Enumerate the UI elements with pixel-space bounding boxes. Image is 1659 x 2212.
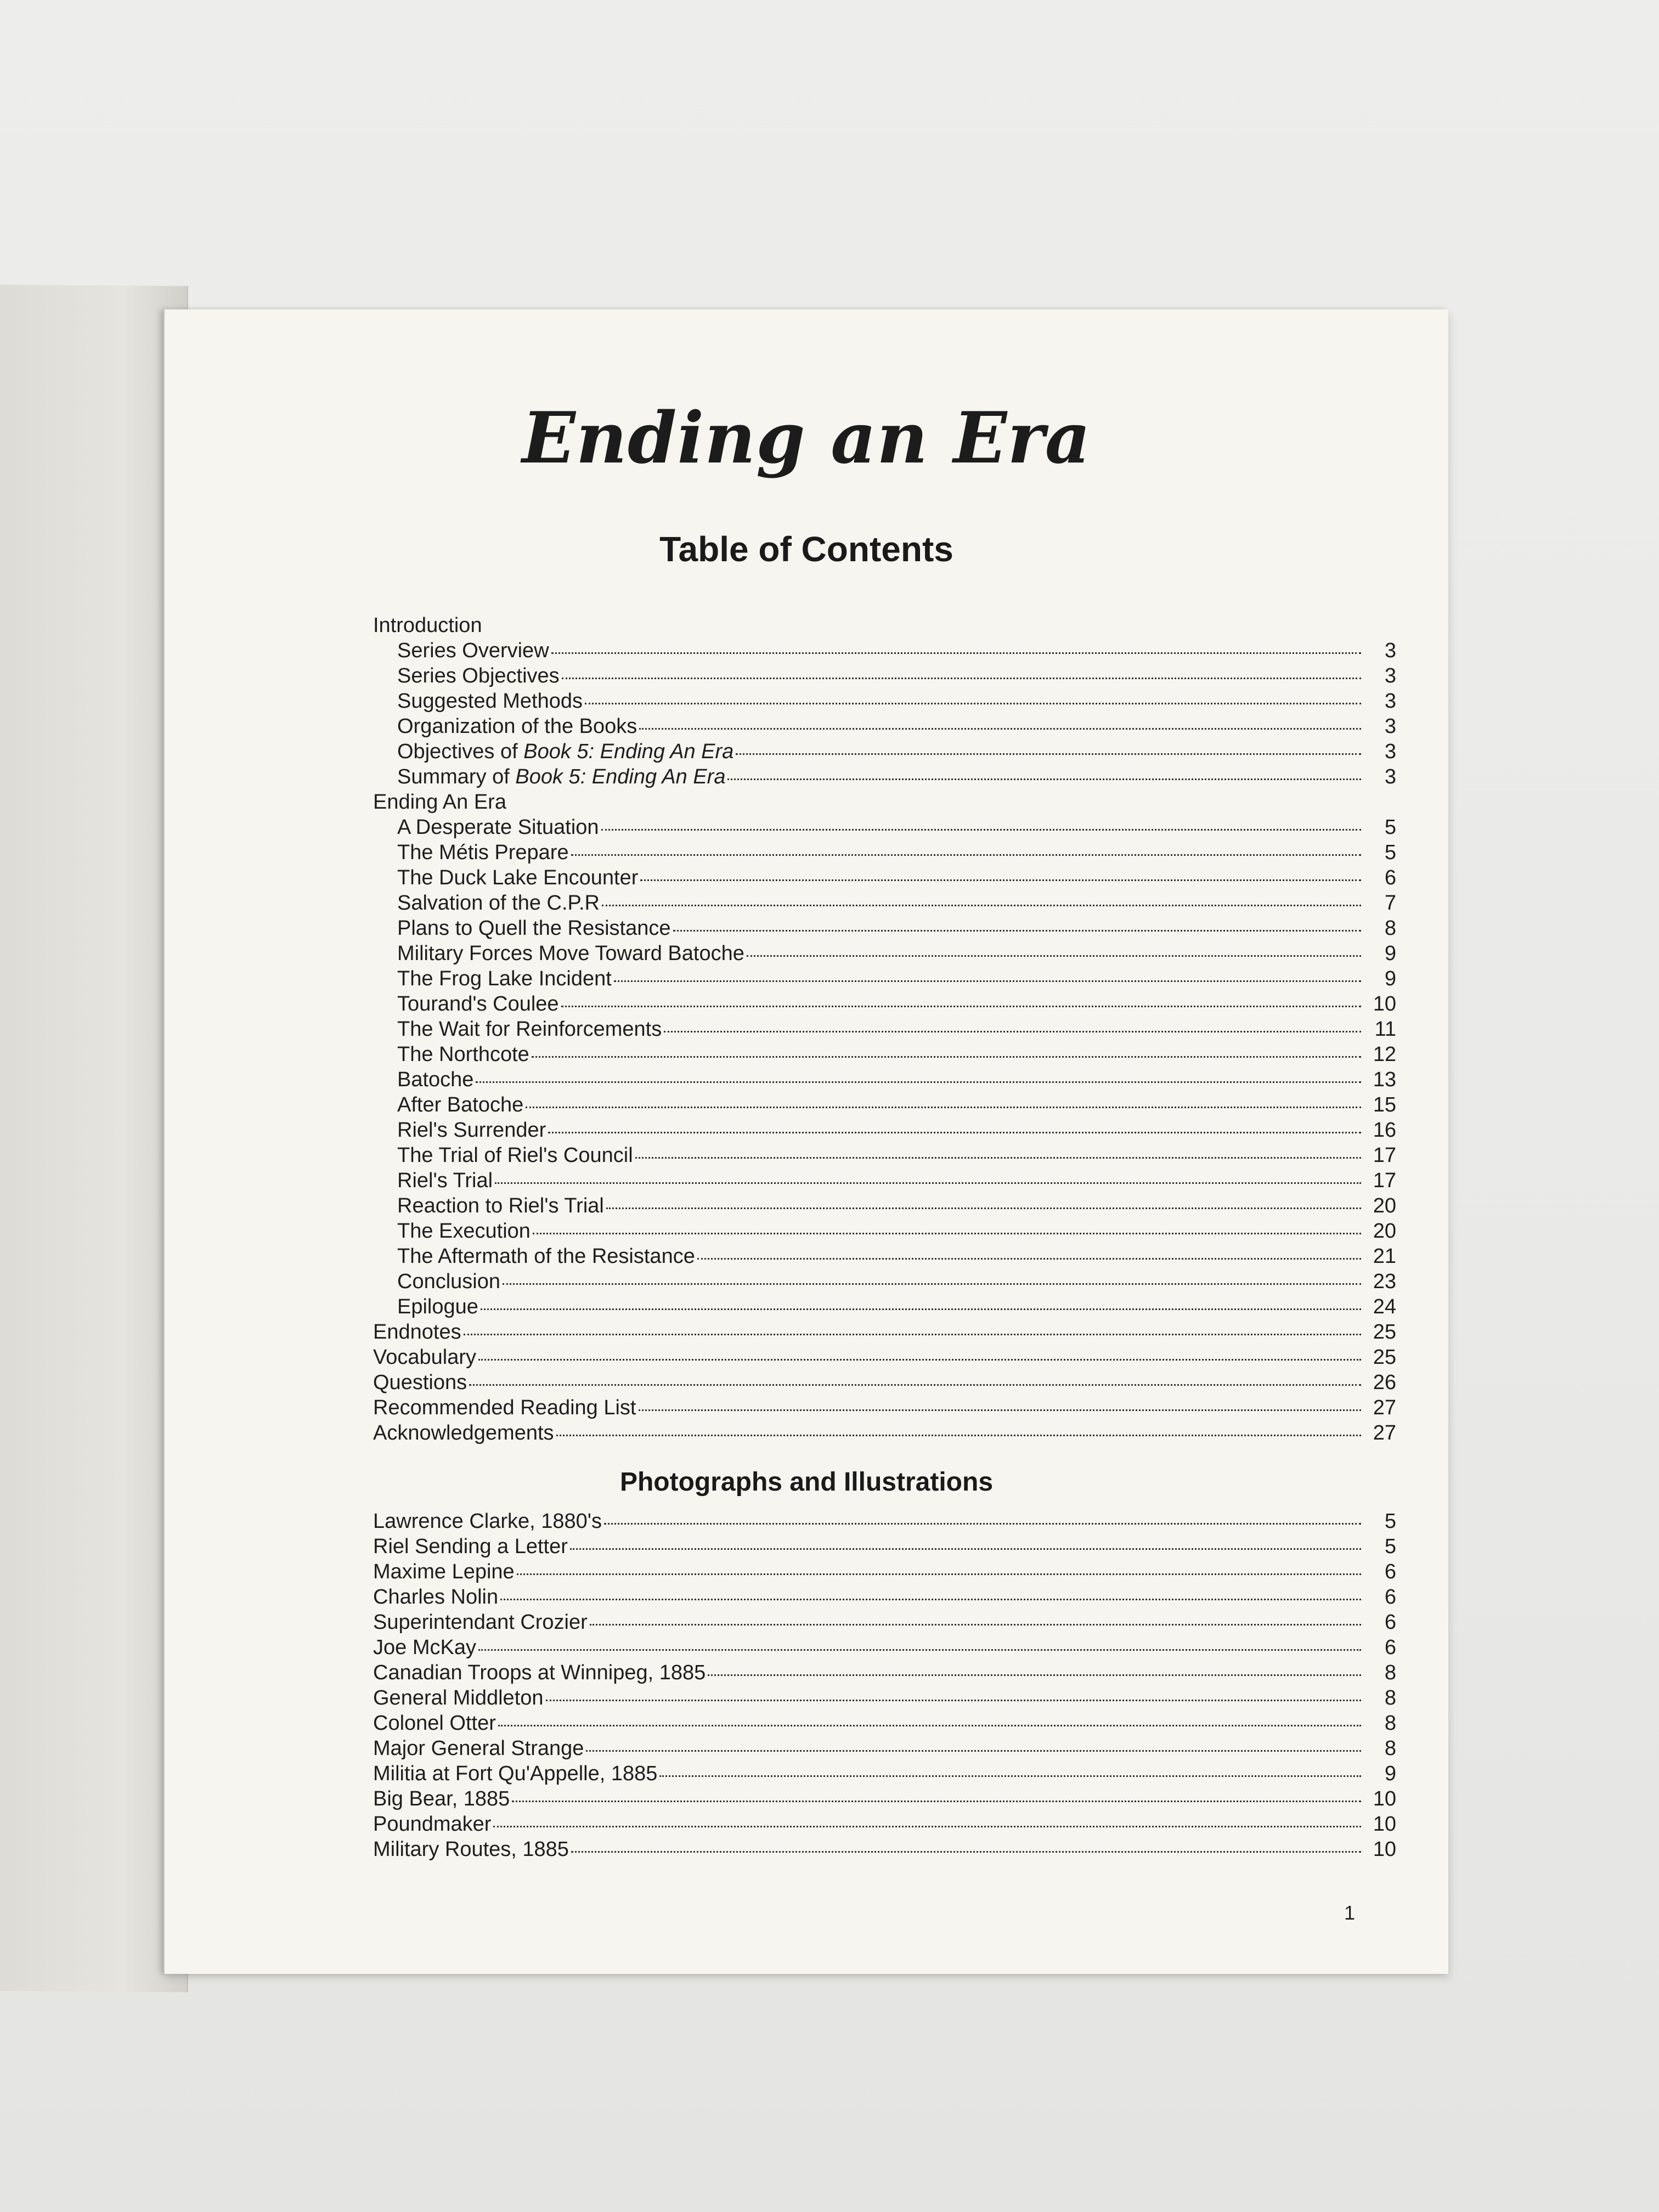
page-number: 1 bbox=[1344, 1901, 1355, 1924]
dot-leader bbox=[495, 1182, 1361, 1184]
dot-leader bbox=[640, 879, 1361, 881]
toc-entry-label: General Middleton bbox=[373, 1686, 544, 1709]
toc-entry-page: 8 bbox=[1384, 1686, 1396, 1709]
toc-entry bbox=[373, 1068, 1396, 1093]
dot-leader bbox=[493, 1825, 1361, 1827]
toc-entry-label: Joe McKay bbox=[373, 1636, 476, 1659]
toc-entry-label-prefix: Summary of bbox=[397, 765, 516, 788]
toc-entry-page: 13 bbox=[1373, 1068, 1396, 1091]
toc-entry bbox=[373, 917, 1396, 942]
dot-leader bbox=[697, 1257, 1361, 1260]
toc-entry-label: The Métis Prepare bbox=[397, 841, 569, 864]
dot-leader bbox=[561, 1005, 1361, 1007]
toc-entry bbox=[373, 1585, 1396, 1611]
dot-leader bbox=[469, 1384, 1361, 1386]
toc-entry-label-italic: Book 5: Ending An Era bbox=[523, 740, 734, 763]
toc-entry-label: Reaction to Riel's Trial bbox=[397, 1194, 604, 1217]
toc-entry-page: 6 bbox=[1384, 866, 1396, 889]
toc-entry-label: Riel's Surrender bbox=[397, 1119, 546, 1142]
toc-entry bbox=[373, 1686, 1396, 1712]
toc-entry bbox=[373, 891, 1396, 917]
toc-entry-label: Suggested Methods bbox=[397, 690, 583, 713]
dot-leader bbox=[512, 1800, 1361, 1802]
toc-entry-page: 5 bbox=[1384, 816, 1396, 839]
toc-entry bbox=[373, 1636, 1396, 1661]
dot-leader bbox=[614, 980, 1361, 982]
toc-entry bbox=[373, 1611, 1396, 1636]
toc-entry bbox=[373, 765, 1396, 791]
toc-entry bbox=[373, 841, 1396, 866]
toc-entry-page: 3 bbox=[1384, 715, 1396, 738]
toc-entry-page: 20 bbox=[1373, 1220, 1396, 1243]
book-title: Ending an Era bbox=[522, 397, 1091, 479]
toc-entry-label bbox=[397, 765, 725, 789]
toc-entry-label: Plans to Quell the Resistance bbox=[397, 917, 671, 940]
dot-leader bbox=[476, 1081, 1361, 1083]
toc-entry-label: Series Objectives bbox=[397, 664, 560, 687]
toc-entry-page: 15 bbox=[1373, 1093, 1396, 1116]
toc-entry-label: Conclusion bbox=[397, 1270, 500, 1293]
toc-entry-label: After Batoche bbox=[397, 1093, 524, 1116]
toc-entry bbox=[373, 1220, 1396, 1245]
toc-entry bbox=[373, 740, 1396, 765]
toc-entry-label: Major General Strange bbox=[373, 1737, 584, 1760]
toc-entry-page: 3 bbox=[1384, 740, 1396, 763]
toc-entry-page: 3 bbox=[1384, 664, 1396, 687]
dot-leader bbox=[659, 1775, 1361, 1777]
toc-entry-label: Acknowledgements bbox=[373, 1421, 554, 1444]
toc-entry bbox=[373, 1535, 1396, 1560]
dot-leader bbox=[562, 677, 1361, 679]
toc-entry bbox=[373, 1169, 1396, 1194]
toc-entry-page: 6 bbox=[1384, 1585, 1396, 1609]
toc-entry-page: 27 bbox=[1373, 1421, 1396, 1444]
dot-leader bbox=[727, 778, 1361, 780]
toc-entry-page: 20 bbox=[1373, 1194, 1396, 1217]
toc-entry-label: Riel's Trial bbox=[397, 1169, 493, 1192]
toc-heading: Table of Contents bbox=[659, 529, 953, 569]
toc-entry-label: The Trial of Riel's Council bbox=[397, 1144, 633, 1167]
toc-entry-label-prefix: Objectives of bbox=[397, 740, 524, 763]
toc-entry-page: 10 bbox=[1373, 992, 1396, 1015]
toc-entry-page: 16 bbox=[1373, 1119, 1396, 1142]
dot-leader bbox=[639, 727, 1361, 730]
dot-leader bbox=[498, 1724, 1361, 1726]
toc-entry bbox=[373, 1560, 1396, 1585]
toc-entry-page: 24 bbox=[1373, 1295, 1396, 1318]
toc-entry bbox=[373, 1119, 1396, 1144]
dot-leader bbox=[602, 904, 1361, 906]
toc-entry-label-italic: Book 5: Ending An Era bbox=[515, 765, 726, 788]
toc-entry-label: Vocabulary bbox=[373, 1346, 477, 1369]
toc-entry bbox=[373, 1144, 1396, 1169]
dot-leader bbox=[571, 854, 1361, 856]
dot-leader bbox=[664, 1030, 1361, 1032]
toc-entry-page: 21 bbox=[1373, 1245, 1396, 1268]
toc-section-title: Ending An Era bbox=[373, 791, 506, 814]
dot-leader bbox=[673, 929, 1362, 932]
toc-entry-label: Questions bbox=[373, 1371, 467, 1394]
dot-leader bbox=[532, 1056, 1361, 1058]
toc-entry-page: 8 bbox=[1384, 1661, 1396, 1684]
toc-entry-page: 3 bbox=[1384, 639, 1396, 662]
dot-leader bbox=[464, 1333, 1361, 1335]
toc-entry-page: 25 bbox=[1373, 1321, 1396, 1344]
toc-entry bbox=[373, 1510, 1396, 1535]
toc-entry bbox=[373, 1321, 1396, 1346]
toc-entry-label: Endnotes bbox=[373, 1321, 461, 1344]
dot-leader bbox=[526, 1106, 1361, 1108]
toc-entry-page: 5 bbox=[1384, 1510, 1396, 1533]
toc-section-title: Introduction bbox=[373, 614, 482, 637]
left-page-edge bbox=[0, 285, 188, 1993]
toc-entry-page: 6 bbox=[1384, 1611, 1396, 1634]
toc-entry-page: 11 bbox=[1374, 1018, 1396, 1041]
dot-leader bbox=[635, 1156, 1361, 1159]
toc-entry-label: Recommended Reading List bbox=[373, 1396, 636, 1419]
toc-entry-label: The Execution bbox=[397, 1220, 531, 1243]
toc-entry-label: Superintendant Crozier bbox=[373, 1611, 588, 1634]
dot-leader bbox=[601, 828, 1361, 831]
photos-list bbox=[373, 1510, 1396, 1863]
toc-entry bbox=[373, 816, 1396, 841]
toc-entry-label: Maxime Lepine bbox=[373, 1560, 515, 1583]
dot-leader bbox=[481, 1308, 1361, 1310]
toc-entry bbox=[373, 1018, 1396, 1043]
table-of-contents bbox=[373, 614, 1396, 1447]
dot-leader bbox=[604, 1522, 1361, 1525]
toc-entry-label: The Frog Lake Incident bbox=[397, 967, 612, 990]
toc-entry-label: Organization of the Books bbox=[397, 715, 637, 738]
toc-entry bbox=[373, 639, 1396, 664]
toc-entry-page: 23 bbox=[1373, 1270, 1396, 1293]
toc-entry bbox=[373, 1371, 1396, 1396]
toc-entry bbox=[373, 1093, 1396, 1119]
toc-entry bbox=[373, 1245, 1396, 1270]
dot-leader bbox=[556, 1434, 1361, 1436]
toc-entry-label bbox=[397, 740, 733, 764]
toc-entry-label: A Desperate Situation bbox=[397, 816, 599, 839]
toc-entry-label: The Wait for Reinforcements bbox=[397, 1018, 662, 1041]
dot-leader bbox=[533, 1232, 1361, 1234]
dot-leader bbox=[606, 1207, 1361, 1209]
dot-leader bbox=[590, 1623, 1361, 1626]
dot-leader bbox=[503, 1283, 1361, 1285]
toc-entry-label: Poundmaker bbox=[373, 1813, 492, 1836]
dot-leader bbox=[736, 753, 1361, 755]
toc-entry-page: 6 bbox=[1384, 1560, 1396, 1583]
toc-entry-label: Big Bear, 1885 bbox=[373, 1787, 510, 1810]
toc-entry bbox=[373, 942, 1396, 967]
toc-entry bbox=[373, 1712, 1396, 1737]
toc-entry-page: 3 bbox=[1384, 690, 1396, 713]
toc-entry-page: 3 bbox=[1384, 765, 1396, 788]
dot-leader bbox=[570, 1548, 1361, 1550]
toc-entry-page: 10 bbox=[1373, 1787, 1396, 1810]
toc-entry bbox=[373, 1661, 1396, 1686]
toc-entry bbox=[373, 1194, 1396, 1220]
toc-entry-label: The Northcote bbox=[397, 1043, 529, 1066]
toc-entry bbox=[373, 1396, 1396, 1421]
toc-entry-page: 12 bbox=[1373, 1043, 1396, 1066]
toc-entry bbox=[373, 866, 1396, 891]
dot-leader bbox=[571, 1850, 1361, 1853]
toc-entry-label: Batoche bbox=[397, 1068, 474, 1091]
dot-leader bbox=[517, 1573, 1361, 1575]
toc-entry bbox=[373, 1270, 1396, 1295]
toc-entry-label: Canadian Troops at Winnipeg, 1885 bbox=[373, 1661, 706, 1684]
toc-entry-page: 8 bbox=[1384, 917, 1396, 940]
toc-entry-page: 27 bbox=[1373, 1396, 1396, 1419]
dot-leader bbox=[551, 652, 1361, 654]
toc-entry-page: 9 bbox=[1384, 967, 1396, 990]
toc-entry bbox=[373, 715, 1396, 740]
toc-entry-page: 17 bbox=[1373, 1169, 1396, 1192]
toc-entry bbox=[373, 1043, 1396, 1068]
toc-entry-label: Tourand's Coulee bbox=[397, 992, 559, 1015]
toc-entry-label: The Aftermath of the Resistance bbox=[397, 1245, 695, 1268]
toc-entry-page: 9 bbox=[1384, 1762, 1396, 1785]
toc-entry-label: Militia at Fort Qu'Appelle, 1885 bbox=[373, 1762, 658, 1785]
dot-leader bbox=[500, 1598, 1361, 1600]
toc-entry-label: Riel Sending a Letter bbox=[373, 1535, 568, 1558]
photos-heading: Photographs and Illustrations bbox=[619, 1468, 994, 1497]
toc-entry-page: 7 bbox=[1384, 891, 1396, 915]
toc-entry bbox=[373, 1813, 1396, 1838]
toc-entry bbox=[373, 664, 1396, 690]
toc-entry-page: 17 bbox=[1373, 1144, 1396, 1167]
dot-leader bbox=[548, 1131, 1361, 1133]
toc-entry bbox=[373, 1421, 1396, 1447]
dot-leader bbox=[546, 1699, 1361, 1701]
toc-entry bbox=[373, 1762, 1396, 1787]
toc-entry-page: 5 bbox=[1384, 1535, 1396, 1558]
dot-leader bbox=[747, 955, 1361, 957]
toc-entry bbox=[373, 1787, 1396, 1813]
toc-entry bbox=[373, 992, 1396, 1018]
toc-entry-label: Military Forces Move Toward Batoche bbox=[397, 942, 744, 965]
toc-entry bbox=[373, 1838, 1396, 1863]
dot-leader bbox=[478, 1358, 1361, 1361]
toc-entry-page: 25 bbox=[1373, 1346, 1396, 1369]
toc-entry-page: 5 bbox=[1384, 841, 1396, 864]
toc-entry-page: 6 bbox=[1384, 1636, 1396, 1659]
dot-leader bbox=[585, 702, 1361, 704]
toc-entry-label: Series Overview bbox=[397, 639, 549, 662]
toc-entry-page: 9 bbox=[1384, 942, 1396, 965]
toc-entry-label: The Duck Lake Encounter bbox=[397, 866, 639, 889]
dot-leader bbox=[586, 1750, 1361, 1752]
dot-leader bbox=[708, 1674, 1361, 1676]
toc-entry bbox=[373, 690, 1396, 715]
toc-entry bbox=[373, 1295, 1396, 1321]
toc-entry-label: Charles Nolin bbox=[373, 1585, 499, 1609]
toc-entry-page: 8 bbox=[1384, 1737, 1396, 1760]
toc-entry-page: 10 bbox=[1373, 1813, 1396, 1836]
toc-entry-page: 8 bbox=[1384, 1712, 1396, 1735]
dot-leader bbox=[639, 1409, 1362, 1411]
toc-entry bbox=[373, 967, 1396, 992]
toc-entry-label: Lawrence Clarke, 1880's bbox=[373, 1510, 602, 1533]
toc-entry-label: Military Routes, 1885 bbox=[373, 1838, 569, 1861]
toc-entry bbox=[373, 1346, 1396, 1371]
dot-leader bbox=[478, 1649, 1361, 1651]
toc-entry-label: Colonel Otter bbox=[373, 1712, 496, 1735]
toc-entry bbox=[373, 1737, 1396, 1762]
toc-entry-label: Salvation of the C.P.R bbox=[397, 891, 600, 915]
toc-entry-page: 26 bbox=[1373, 1371, 1396, 1394]
document-page bbox=[163, 309, 1448, 1974]
toc-entry-label: Epilogue bbox=[397, 1295, 478, 1318]
toc-entry-page: 10 bbox=[1373, 1838, 1396, 1861]
